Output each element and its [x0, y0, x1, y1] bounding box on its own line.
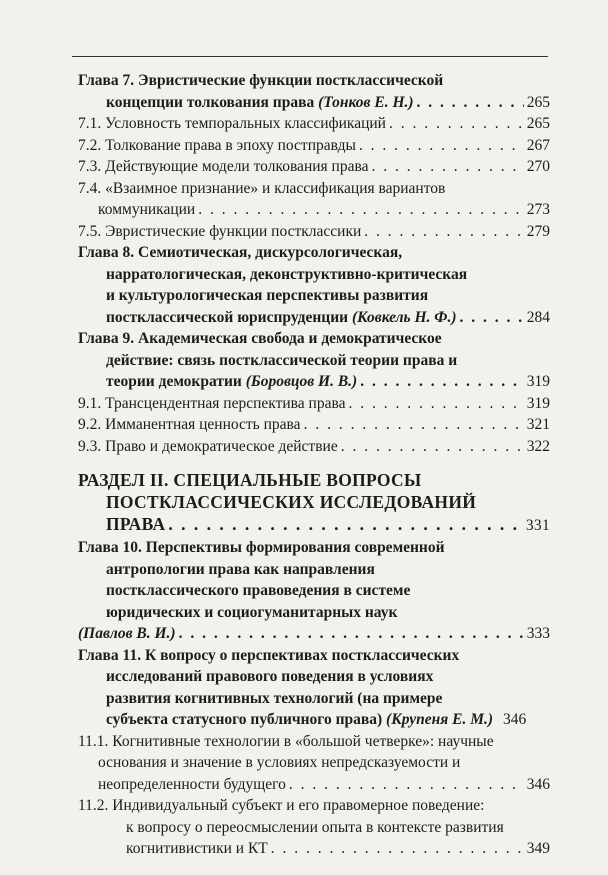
section-9-1-title: 9.1. Трансцендентная перспектива права — [78, 394, 346, 412]
leader-dots — [289, 774, 524, 796]
chapter-10-title-line4: юридических и социогуманитарных наук — [106, 603, 398, 621]
leader-dots — [389, 113, 524, 135]
chapter-10-title-line1: Глава 10. Перспективы формирования современной — [78, 539, 445, 556]
leader-dots — [304, 414, 524, 436]
section-7-1-entry[interactable] — [78, 113, 550, 135]
section-7-4-title-line2: коммуникации — [98, 201, 196, 218]
leader-dots — [341, 436, 524, 458]
chapter-7-author: (Тонков Е. Н.) — [318, 93, 414, 111]
chapter-11-title-line1: Глава 11. К вопросу о перспективах постклассических — [78, 646, 460, 664]
chapter-7-entry[interactable] — [78, 92, 550, 114]
section-7-4-entry[interactable] — [78, 199, 550, 221]
chapter-8-author: (Ковкель Н. Ф.) — [351, 308, 457, 326]
section-9-3-page: 322 — [526, 437, 550, 455]
section-2-entry[interactable] — [78, 513, 550, 537]
leader-dots — [198, 199, 524, 221]
section-11-1-entry[interactable] — [78, 774, 550, 796]
section-11-1-page: 346 — [526, 775, 550, 793]
chapter-8-title-line1: Глава 8. Семиотическая, дискурсологическая, — [78, 244, 403, 261]
chapter-8-title-line2: нарратологическая, деконструктивно-критическая — [106, 265, 468, 283]
chapter-9-page: 319 — [526, 373, 550, 390]
chapter-11-entry[interactable] — [78, 709, 550, 731]
section-9-3-entry[interactable] — [78, 436, 550, 458]
chapter-11-page: 346 — [503, 711, 527, 728]
chapter-10-title-line3: постклассического правоведения в системе — [106, 582, 411, 599]
chapter-11-title-line2: исследований правового поведения в условиях — [106, 668, 434, 685]
section-7-4-page: 273 — [526, 201, 550, 218]
leader-dots — [417, 92, 524, 114]
leader-dots — [348, 393, 523, 415]
section-7-2-title: 7.2. Толкование права в эпоху постправды — [78, 136, 356, 154]
leader-dots — [371, 156, 523, 178]
section-9-2-title: 9.2. Имманентная ценность права — [78, 416, 301, 433]
section-2-title-line2: ПОСТКЛАССИЧЕСКИХ ИССЛЕДОВАНИЙ — [106, 492, 477, 512]
leader-dots — [168, 513, 522, 535]
section-9-2-page: 321 — [526, 416, 550, 433]
section-7-3-entry[interactable] — [78, 156, 550, 178]
chapter-7-title-line2: концепции толкования права — [106, 93, 315, 111]
chapter-10-title-line2: антропологии права как направления — [106, 560, 375, 578]
section-11-1-title-line3: неопределенности будущего — [98, 775, 286, 793]
chapter-9-author: (Боровцов И. В.) — [245, 373, 358, 390]
chapter-7-page: 265 — [526, 93, 550, 111]
chapter-10-author: (Павлов В. И.) — [78, 625, 176, 642]
chapter-8-entry[interactable] — [78, 307, 550, 329]
section-7-4-title-line1: 7.4. «Взаимное признание» и классификация вариантов — [78, 179, 446, 197]
section-11-1-title-line2: основания и значение в условиях непредсказуемости и — [98, 754, 461, 771]
section-11-2-entry[interactable] — [78, 838, 550, 860]
chapter-9-title-line1: Глава 9. Академическая свобода и демократическое — [78, 330, 442, 347]
section-2-title-line3: ПРАВА — [106, 514, 166, 534]
section-7-2-entry[interactable] — [78, 135, 550, 157]
section-9-1-entry[interactable] — [78, 393, 550, 415]
section-9-2-entry[interactable] — [78, 414, 550, 436]
leader-dots — [359, 135, 524, 157]
chapter-9-entry[interactable] — [78, 371, 550, 393]
section-2-page: 331 — [525, 517, 550, 534]
chapter-9-title-line2: действие: связь постклассической теории права и — [106, 351, 458, 369]
section-11-1-title-line1: 11.1. Когнитивные технологии в «большой четверке»: научные — [78, 732, 494, 750]
section-7-5-title: 7.5. Эвристические функции постклассики — [78, 222, 362, 240]
section-7-5-page: 279 — [526, 222, 550, 240]
leader-dots — [179, 623, 524, 645]
section-11-2-page: 349 — [526, 840, 550, 857]
section-9-1-page: 319 — [526, 394, 550, 412]
section-7-5-entry[interactable] — [78, 221, 550, 243]
top-rule — [72, 56, 548, 57]
leader-dots — [360, 371, 524, 393]
chapter-11-title-line4: субъекта статусного публичного права) — [106, 711, 383, 728]
chapter-8-title-line3: и культурологическая перспективы развития — [106, 287, 429, 304]
chapter-10-page: 333 — [526, 625, 550, 642]
section-gap — [78, 457, 550, 469]
chapter-8-title-line4: постклассической юриспруденции — [106, 308, 349, 326]
chapter-11-title-line3: развития когнитивных технологий (на примере — [106, 689, 443, 707]
section-2-title-line1: РАЗДЕЛ II. СПЕЦИАЛЬНЫЕ ВОПРОСЫ — [78, 470, 422, 490]
chapter-8-page: 284 — [526, 308, 550, 326]
section-11-2-title-line3: когнитивистики и КТ — [126, 840, 268, 857]
section-7-2-page: 267 — [526, 136, 550, 154]
leader-dots — [460, 307, 524, 329]
leader-dots — [364, 221, 523, 243]
section-11-2-title-line2: к вопросу о переосмыслении опыта в контексте развития — [126, 818, 504, 836]
table-of-contents — [78, 70, 550, 860]
section-9-3-title: 9.3. Право и демократическое действие — [78, 437, 338, 455]
chapter-9-title-line3: теории демократии — [106, 373, 242, 390]
chapter-10-entry[interactable] — [78, 623, 550, 645]
section-11-2-title-line1: 11.2. Индивидуальный субъект и его правомерное поведение: — [78, 797, 485, 814]
chapter-7-title-line1: Глава 7. Эвристические функции постклассической — [78, 72, 444, 89]
chapter-11-author: (Крупеня Е. М.) — [386, 711, 494, 728]
section-7-3-page: 270 — [526, 158, 550, 175]
section-7-1-title: 7.1. Условность темпоральных классификаций — [78, 115, 386, 132]
section-7-1-page: 265 — [526, 115, 550, 132]
leader-dots — [271, 838, 524, 860]
section-7-3-title: 7.3. Действующие модели толкования права — [78, 158, 369, 175]
